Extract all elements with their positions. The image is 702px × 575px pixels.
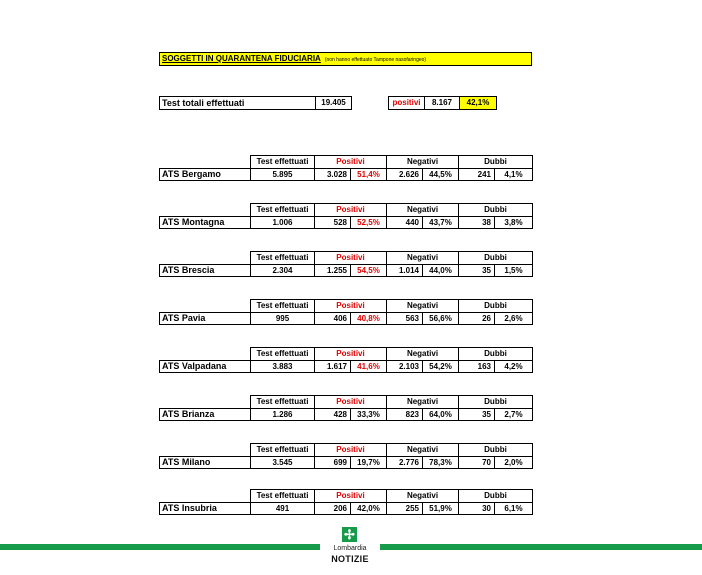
footer-bar-right: [380, 544, 702, 550]
brand-name-bottom: NOTIZIE: [331, 554, 369, 564]
doubtful-percent: 4,2%: [494, 360, 533, 373]
positive-count: 528: [314, 216, 350, 229]
positive-count: 428: [314, 408, 350, 421]
header-negative: Negativi: [386, 299, 458, 312]
header-test: Test effettuati: [250, 299, 314, 312]
total-positive-value: 8.167: [425, 96, 460, 110]
brand-name-top: Lombardia: [333, 545, 367, 552]
negative-percent: 51,9%: [422, 502, 458, 515]
header-doubtful: Dubbi: [458, 395, 533, 408]
ats-table: [159, 395, 533, 421]
positive-count: 1.617: [314, 360, 350, 373]
header-doubtful: Dubbi: [458, 251, 533, 264]
ats-name: ATS Bergamo: [159, 168, 250, 181]
negative-count: 1.014: [386, 264, 422, 277]
header-negative: Negativi: [386, 489, 458, 502]
header-negative: Negativi: [386, 395, 458, 408]
tests-value: 3.545: [250, 456, 314, 469]
tests-value: 995: [250, 312, 314, 325]
doubtful-count: 26: [458, 312, 494, 325]
header-doubtful: Dubbi: [458, 203, 533, 216]
tests-value: 491: [250, 502, 314, 515]
ats-table: [159, 155, 533, 181]
title-subtitle: (non hanno effettuato Tampone nasofaringeo): [324, 57, 427, 63]
positive-percent: 19,7%: [350, 456, 386, 469]
doubtful-percent: 2,7%: [494, 408, 533, 421]
lombardia-rose-icon: ✢: [342, 527, 357, 542]
tests-value: 3.883: [250, 360, 314, 373]
ats-table: [159, 443, 533, 469]
ats-table: [159, 203, 533, 229]
header-doubtful: Dubbi: [458, 489, 533, 502]
header-test: Test effettuati: [250, 395, 314, 408]
header-doubtful: Dubbi: [458, 155, 533, 168]
ats-table: [159, 489, 533, 515]
negative-percent: 56,6%: [422, 312, 458, 325]
ats-name: ATS Brianza: [159, 408, 250, 421]
positive-percent: 42,0%: [350, 502, 386, 515]
negative-count: 2.103: [386, 360, 422, 373]
negative-percent: 64,0%: [422, 408, 458, 421]
negative-count: 823: [386, 408, 422, 421]
negative-count: 2.626: [386, 168, 422, 181]
positive-count: 206: [314, 502, 350, 515]
negative-percent: 44,5%: [422, 168, 458, 181]
positive-count: 699: [314, 456, 350, 469]
header-test: Test effettuati: [250, 251, 314, 264]
ats-table: [159, 299, 533, 325]
doubtful-count: 241: [458, 168, 494, 181]
doubtful-count: 38: [458, 216, 494, 229]
ats-name: ATS Montagna: [159, 216, 250, 229]
header-test: Test effettuati: [250, 489, 314, 502]
header-negative: Negativi: [386, 347, 458, 360]
positive-percent: 52,5%: [350, 216, 386, 229]
negative-percent: 54,2%: [422, 360, 458, 373]
doubtful-count: 35: [458, 264, 494, 277]
doubtful-percent: 1,5%: [494, 264, 533, 277]
doubtful-percent: 2,0%: [494, 456, 533, 469]
negative-percent: 78,3%: [422, 456, 458, 469]
positive-count: 3.028: [314, 168, 350, 181]
header-negative: Negativi: [386, 155, 458, 168]
tests-value: 5.895: [250, 168, 314, 181]
header-doubtful: Dubbi: [458, 443, 533, 456]
header-positive: Positivi: [314, 299, 386, 312]
doubtful-count: 163: [458, 360, 494, 373]
header-positive: Positivi: [314, 203, 386, 216]
header-test: Test effettuati: [250, 443, 314, 456]
doubtful-percent: 2,6%: [494, 312, 533, 325]
ats-name: ATS Pavia: [159, 312, 250, 325]
doubtful-count: 70: [458, 456, 494, 469]
tests-value: 2.304: [250, 264, 314, 277]
header-test: Test effettuati: [250, 347, 314, 360]
ats-name: ATS Insubria: [159, 502, 250, 515]
title-main: SOGGETTI IN QUARANTENA FIDUCIARIA: [162, 54, 321, 63]
header-test: Test effettuati: [250, 155, 314, 168]
tests-value: 1.286: [250, 408, 314, 421]
positive-percent: 54,5%: [350, 264, 386, 277]
doubtful-percent: 3,8%: [494, 216, 533, 229]
tests-value: 1.006: [250, 216, 314, 229]
header-negative: Negativi: [386, 251, 458, 264]
doubtful-percent: 6,1%: [494, 502, 533, 515]
doubtful-count: 30: [458, 502, 494, 515]
positive-percent: 41,6%: [350, 360, 386, 373]
total-positive-percent: 42,1%: [460, 96, 497, 110]
positive-percent: 33,3%: [350, 408, 386, 421]
total-tests-label: Test totali effettuati: [159, 96, 316, 110]
negative-count: 440: [386, 216, 422, 229]
header-positive: Positivi: [314, 347, 386, 360]
header-test: Test effettuati: [250, 203, 314, 216]
header-negative: Negativi: [386, 203, 458, 216]
header-positive: Positivi: [314, 443, 386, 456]
negative-count: 563: [386, 312, 422, 325]
negative-percent: 44,0%: [422, 264, 458, 277]
positive-count: 1.255: [314, 264, 350, 277]
header-doubtful: Dubbi: [458, 299, 533, 312]
header-doubtful: Dubbi: [458, 347, 533, 360]
ats-name: ATS Milano: [159, 456, 250, 469]
positive-percent: 40,8%: [350, 312, 386, 325]
header-positive: Positivi: [314, 155, 386, 168]
report-title: [159, 52, 532, 66]
total-tests-value: 19.405: [316, 96, 352, 110]
ats-name: ATS Brescia: [159, 264, 250, 277]
positive-count: 406: [314, 312, 350, 325]
ats-table: [159, 251, 533, 277]
negative-percent: 43,7%: [422, 216, 458, 229]
doubtful-percent: 4,1%: [494, 168, 533, 181]
header-negative: Negativi: [386, 443, 458, 456]
negative-count: 255: [386, 502, 422, 515]
doubtful-count: 35: [458, 408, 494, 421]
positive-percent: 51,4%: [350, 168, 386, 181]
footer-bar-left: [0, 544, 320, 550]
ats-name: ATS Valpadana: [159, 360, 250, 373]
header-positive: Positivi: [314, 395, 386, 408]
ats-table: [159, 347, 533, 373]
total-positive-label: positivi: [388, 96, 425, 110]
header-positive: Positivi: [314, 489, 386, 502]
negative-count: 2.776: [386, 456, 422, 469]
header-positive: Positivi: [314, 251, 386, 264]
